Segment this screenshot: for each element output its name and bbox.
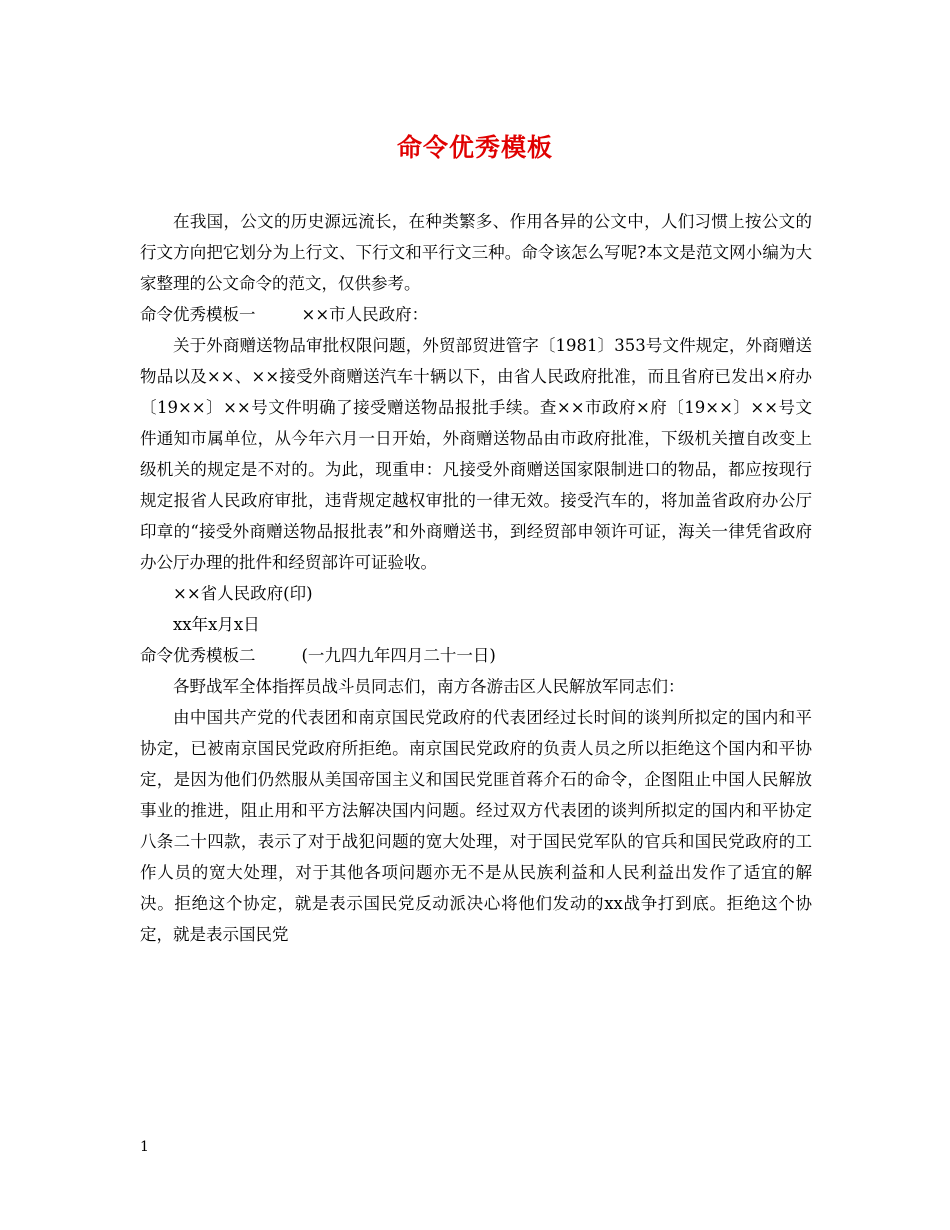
document-body (140, 206, 812, 950)
section2-heading-line (140, 640, 812, 671)
section1-signature: ××省人民政府(印) (173, 584, 313, 603)
section1-addressee: ××市人民政府： (301, 305, 429, 324)
section2-heading: 命令优秀模板二 (140, 646, 256, 665)
section1-heading: 命令优秀模板一 (140, 305, 256, 324)
section2-salutation: 各野战军全体指挥员战斗员同志们，南方各游击区人民解放军同志们： (173, 677, 685, 696)
section2-body-paragraph: 由中国共产党的代表团和南京国民党政府的代表团经过长时间的谈判所拟定的国内和平协定，已被南京国民党政府所拒绝。南京国民党政府的负责人员之所以拒绝这个国内和平协定，是因为他们仍然服从美国帝国主义和国民党匪首蒋介石的命令，企图阻止中国人民解放事业的推进，阻止用和平方法解决国内问题。经过双方代表团的谈判所拟定的国内和平协定八条二十四款，表示了对于战犯问题的宽大处理，对于国民党军队的官兵和国民党政府的工作人员的宽大处理，对于其他各项问题亦无不是从民族利益和人民利益出发作了适宜的解决。拒绝这个协定，就是表示国民党反动派决心将他们发动的xx战争打到底。拒绝这个协定，就是表示国民党 (140, 708, 812, 944)
section1-body-paragraph: 关于外商赠送物品审批权限问题，外贸部贸进管字〔1981〕353号文件规定，外商赠送物品以及××、××接受外商赠送汽车十辆以下，由省人民政府批准，而且省府已发出×府办〔19××〕××号文件明确了接受赠送物品报批手续。查××市政府×府〔19××〕××号文件通知市属单位，从今年六月一日开始，外商赠送物品由市政府批准，下级机关擅自改变上级机关的规定是不对的。为此，现重申：凡接受外商赠送国家限制进口的物品，都应按现行规定报省人民政府审批，违背规定越权审批的一律无效。接受汽车的，将加盖省政府办公厅印章的“接受外商赠送物品报批表”和外商赠送书，到经贸部申领许可证，海关一律凭省政府办公厅办理的批件和经贸部许可证验收。 (140, 336, 812, 572)
page-number: 1 (140, 1139, 149, 1155)
intro-paragraph: 在我国，公文的历史源远流长，在种类繁多、作用各异的公文中，人们习惯上按公文的行文方向把它划分为上行文、下行文和平行文三种。命令该怎么写呢?本文是范文网小编为大家整理的公文命令的范文，仅供参考。 (140, 212, 812, 293)
section1-date: xx年x月x日 (173, 615, 260, 634)
section2-date: (一九四九年四月二十一日) (301, 646, 496, 665)
section1-heading-line (140, 299, 812, 330)
document-title: 命令优秀模板 (396, 133, 553, 162)
